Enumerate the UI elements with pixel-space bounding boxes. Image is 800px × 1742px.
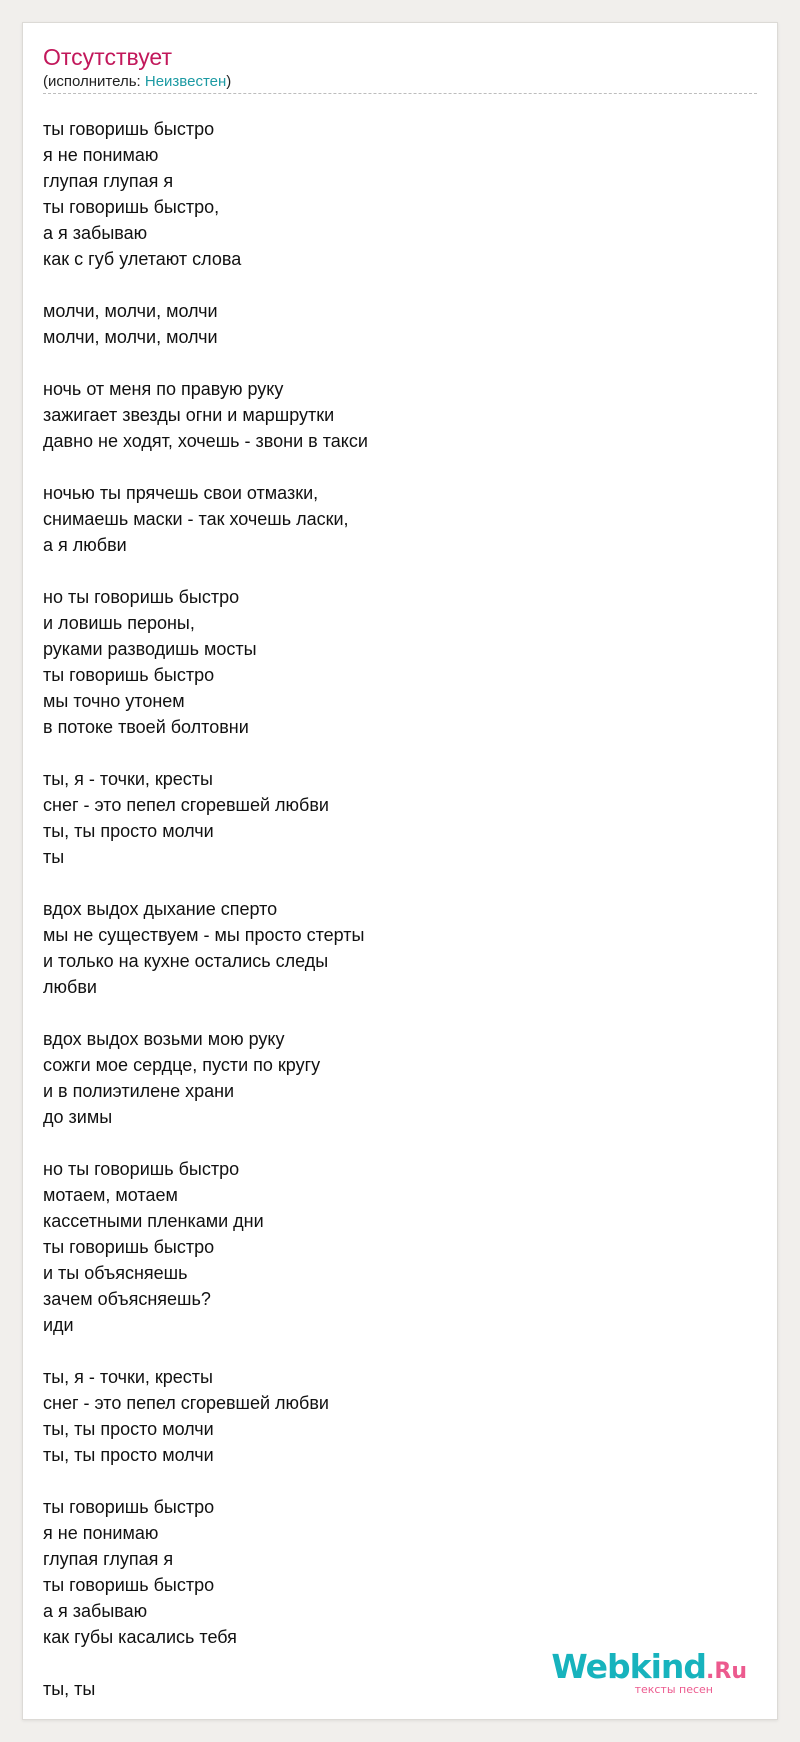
logo-tagline: тексты песен — [634, 1683, 713, 1696]
lyric-line: до зимы — [43, 1107, 113, 1127]
lyric-line: и в полиэтилене храни — [43, 1081, 235, 1101]
lyric-line: снег - это пепел сгоревшей любви — [43, 795, 329, 815]
lyric-line: любви — [43, 977, 97, 997]
lyric-line: кассетными пленками дни — [43, 1211, 264, 1231]
lyric-line: а я забываю — [43, 1601, 148, 1621]
lyric-line: снимаешь маски - так хочешь ласки, — [43, 509, 349, 529]
lyric-line: я не понимаю — [43, 145, 159, 165]
lyric-line: и только на кухне остались следы — [43, 951, 329, 971]
lyric-line: ты, ты просто молчи — [43, 1419, 214, 1439]
stanza-gap — [43, 350, 743, 376]
lyrics-card — [22, 22, 778, 1720]
stanza-gap — [43, 870, 743, 896]
lyric-line: глупая глупая я — [43, 1549, 174, 1569]
lyric-line: и ловишь пероны, — [43, 613, 195, 633]
lyric-line: молчи, молчи, молчи — [43, 327, 218, 347]
lyric-line: но ты говоришь быстро — [43, 1159, 240, 1179]
lyric-line: давно не ходят, хочешь - звони в такси — [43, 431, 368, 451]
lyric-line: как с губ улетают слова — [43, 249, 242, 269]
lyric-line: вдох выдох возьми мою руку — [43, 1029, 285, 1049]
lyric-line: я не понимаю — [43, 1523, 159, 1543]
lyric-line: руками разводишь мосты — [43, 639, 257, 659]
lyric-line: зажигает звезды огни и маршрутки — [43, 405, 335, 425]
lyric-line: ты говоришь быстро — [43, 665, 215, 685]
lyric-line: ты говоришь быстро, — [43, 197, 220, 217]
lyric-line: а я забываю — [43, 223, 148, 243]
site-logo[interactable] — [551, 1649, 747, 1699]
lyric-line: но ты говоришь быстро — [43, 587, 240, 607]
lyric-line: глупая глупая я — [43, 171, 174, 191]
lyrics-text — [43, 116, 743, 1702]
lyric-line: мы не существуем - мы просто стерты — [43, 925, 365, 945]
stanza-gap — [43, 1130, 743, 1156]
lyric-line: в потоке твоей болтовни — [43, 717, 249, 737]
lyric-line: ты, ты просто молчи — [43, 821, 214, 841]
lyric-line: снег - это пепел сгоревшей любви — [43, 1393, 329, 1413]
artist-suffix: ) — [226, 73, 232, 90]
lyric-line: вдох выдох дыхание сперто — [43, 899, 278, 919]
lyric-line: зачем объясняешь? — [43, 1289, 211, 1309]
lyric-line: мотаем, мотаем — [43, 1185, 178, 1205]
song-title: Отсутствует — [43, 44, 172, 70]
lyric-line: ты, я - точки, кресты — [43, 1367, 213, 1387]
lyric-line: ты говоришь быстро — [43, 1237, 215, 1257]
lyric-line: ночью ты прячешь свои отмазки, — [43, 483, 319, 503]
artist-prefix: (исполнитель: — [43, 73, 145, 90]
lyric-line: ты, я - точки, кресты — [43, 769, 213, 789]
stanza-gap — [43, 558, 743, 584]
lyric-line: ты говоришь быстро — [43, 119, 215, 139]
lyric-line: а я любви — [43, 535, 127, 555]
stanza-gap — [43, 740, 743, 766]
stanza-gap — [43, 1000, 743, 1026]
lyric-line: мы точно утонем — [43, 691, 185, 711]
lyric-line: и ты объясняешь — [43, 1263, 188, 1283]
lyric-line: ты — [43, 847, 65, 867]
logo-domain-text: .Ru — [706, 1659, 747, 1684]
lyric-line: ты говоришь быстро — [43, 1497, 215, 1517]
stanza-gap — [43, 454, 743, 480]
lyric-line: иди — [43, 1315, 74, 1335]
artist-byline — [43, 73, 231, 91]
lyric-line: молчи, молчи, молчи — [43, 301, 218, 321]
lyric-line: ты, ты просто молчи — [43, 1445, 214, 1465]
title-divider — [43, 93, 757, 94]
lyric-line: ты говоришь быстро — [43, 1575, 215, 1595]
logo-main-text: Webkind — [551, 1647, 707, 1686]
lyric-line: сожги мое сердце, пусти по кругу — [43, 1055, 321, 1075]
lyric-line: ночь от меня по правую руку — [43, 379, 284, 399]
artist-link[interactable]: Неизвестен — [144, 73, 227, 90]
stanza-gap — [43, 272, 743, 298]
lyric-line: как губы касались тебя — [43, 1627, 237, 1647]
stanza-gap — [43, 1338, 743, 1364]
stanza-gap — [43, 1468, 743, 1494]
lyric-line: ты, ты — [43, 1679, 96, 1699]
